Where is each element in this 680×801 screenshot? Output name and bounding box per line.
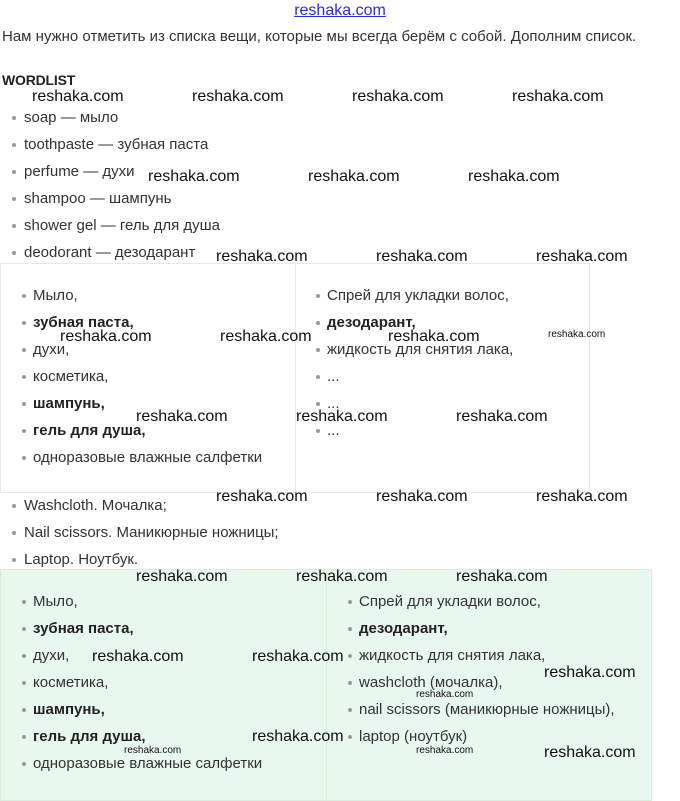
list-item: дезодарант, bbox=[294, 309, 513, 336]
wordlist-title: WORDLIST bbox=[2, 72, 76, 88]
list-item: гель для душа, bbox=[0, 417, 262, 444]
watermark: reshaka.com bbox=[544, 664, 636, 681]
list-item: зубная паста, bbox=[0, 615, 262, 642]
watermark: reshaka.com bbox=[416, 689, 474, 700]
list-item: laptop (ноутбук) bbox=[326, 723, 615, 750]
watermark: reshaka.com bbox=[388, 328, 480, 345]
list-item: Laptop. Ноутбук. bbox=[0, 546, 279, 573]
watermark: reshaka.com bbox=[216, 248, 308, 265]
list-item: дезодарант, bbox=[326, 615, 615, 642]
list-item: косметика, bbox=[0, 363, 262, 390]
list-item: washcloth (мочалка), bbox=[326, 669, 615, 696]
list-item: Washcloth. Мочалка; bbox=[0, 492, 279, 519]
watermark: reshaka.com bbox=[148, 168, 240, 185]
watermark: reshaka.com bbox=[416, 745, 474, 756]
watermark: reshaka.com bbox=[536, 488, 628, 505]
list-item: Мыло, bbox=[0, 282, 262, 309]
list-item: гель для душа, bbox=[0, 723, 262, 750]
wordlist-item: perfume — духи bbox=[0, 158, 220, 185]
watermark: reshaka.com bbox=[124, 745, 182, 756]
list-item: ... bbox=[294, 417, 513, 444]
watermark: reshaka.com bbox=[32, 88, 124, 105]
watermark: reshaka.com bbox=[252, 648, 344, 665]
watermark: reshaka.com bbox=[220, 328, 312, 345]
watermark: reshaka.com bbox=[456, 408, 548, 425]
list-item: одноразовые влажные салфетки bbox=[0, 750, 262, 777]
list-item: ... bbox=[294, 390, 513, 417]
intro-text: Нам нужно отметить из списка вещи, которые мы всегда берём с собой. Дополним список. bbox=[2, 28, 637, 45]
wordlist-item: toothpaste — зубная паста bbox=[0, 131, 220, 158]
watermark: reshaka.com bbox=[512, 88, 604, 105]
list-item: Спрей для укладки волос, bbox=[326, 588, 615, 615]
watermark: reshaka.com bbox=[252, 728, 344, 745]
site-link[interactable]: reshaka.com bbox=[294, 2, 386, 19]
watermark: reshaka.com bbox=[136, 568, 228, 585]
watermark: reshaka.com bbox=[308, 168, 400, 185]
watermark: reshaka.com bbox=[544, 744, 636, 761]
list-item: Nail scissors. Маникюрные ножницы; bbox=[0, 519, 279, 546]
list-item: ... bbox=[294, 363, 513, 390]
list-item: шампунь, bbox=[0, 390, 262, 417]
list-item: nail scissors (маникюрные ножницы), bbox=[326, 696, 615, 723]
list-item: Спрей для укладки волос, bbox=[294, 282, 513, 309]
list-item: косметика, bbox=[0, 669, 262, 696]
watermark: reshaka.com bbox=[468, 168, 560, 185]
watermark: reshaka.com bbox=[352, 88, 444, 105]
watermark: reshaka.com bbox=[192, 88, 284, 105]
watermark: reshaka.com bbox=[60, 328, 152, 345]
list-item: духи, bbox=[0, 642, 262, 669]
watermark: reshaka.com bbox=[216, 488, 308, 505]
wordlist-item: shampoo — шампунь bbox=[0, 185, 220, 212]
watermark: reshaka.com bbox=[136, 408, 228, 425]
watermark: reshaka.com bbox=[296, 568, 388, 585]
watermark: reshaka.com bbox=[92, 648, 184, 665]
wordlist-item: deodorant — дезодарант bbox=[0, 239, 220, 266]
wordlist-item: shower gel — гель для душа bbox=[0, 212, 220, 239]
watermark: reshaka.com bbox=[456, 568, 548, 585]
list-item: шампунь, bbox=[0, 696, 262, 723]
box1-left-list bbox=[0, 282, 262, 471]
wordlist-item: soap — мыло bbox=[0, 104, 220, 131]
watermark: reshaka.com bbox=[296, 408, 388, 425]
watermark: reshaka.com bbox=[548, 329, 606, 340]
watermark: reshaka.com bbox=[376, 248, 468, 265]
watermark: reshaka.com bbox=[536, 248, 628, 265]
watermark: reshaka.com bbox=[376, 488, 468, 505]
list-item: одноразовые влажные салфетки bbox=[0, 444, 262, 471]
list-item: духи, bbox=[0, 336, 262, 363]
list-item: жидкость для снятия лака, bbox=[294, 336, 513, 363]
list-item: Мыло, bbox=[0, 588, 262, 615]
list-item: зубная паста, bbox=[0, 309, 262, 336]
list-item: жидкость для снятия лака, bbox=[326, 642, 615, 669]
